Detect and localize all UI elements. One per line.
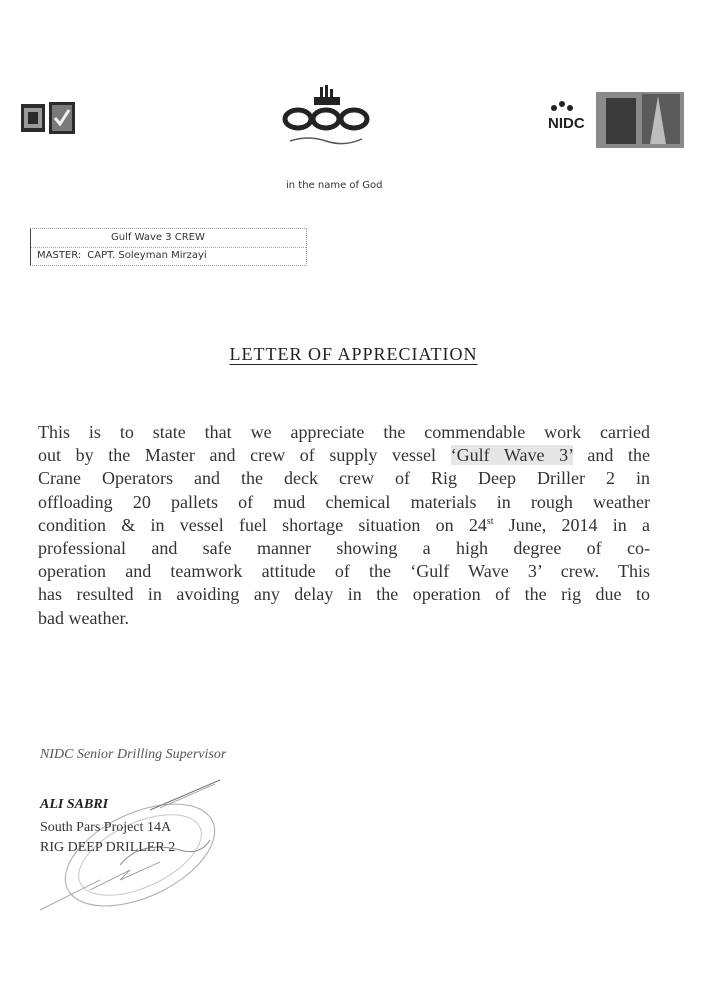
body-line-4: offloading 20 pallets of mud chemical materials in rough weather xyxy=(38,491,650,512)
body-line-3: Crane Operators and the deck crew of Rig Deep Driller 2 in xyxy=(38,468,650,489)
oil-ministry-emblem xyxy=(278,85,374,153)
nidc-logo xyxy=(546,90,686,150)
crew-box-divider xyxy=(31,247,306,248)
body-line-2-end: and the xyxy=(572,445,650,466)
master-label: MASTER: xyxy=(37,250,82,261)
body-line-2-start: out by the Master and crew of supply vessel xyxy=(38,445,451,466)
highlighted-vessel-name: ‘Gulf Wave 3’ xyxy=(450,445,573,466)
crew-box xyxy=(30,228,307,266)
body-line-5-start: condition & in vessel fuel shortage situation on 24 xyxy=(38,514,487,535)
left-certification-logos xyxy=(20,100,76,136)
signatory-project: South Pars Project 14A xyxy=(40,820,172,835)
master-name: CAPT. Soleyman Mirzayi xyxy=(87,250,207,261)
crew-master-row xyxy=(37,250,207,261)
body-line-9: bad weather. xyxy=(38,607,129,628)
signatory-rig: RIG DEEP DRILLER 2 xyxy=(40,840,176,855)
nidc-logo-text: NIDC xyxy=(548,115,585,132)
body-line-5-end: June, 2014 in a xyxy=(493,514,650,535)
crew-title: Gulf Wave 3 CREW xyxy=(111,232,205,243)
body-line-6: professional and safe manner showing a high degree of co- xyxy=(38,538,650,559)
signatory-name: ALI SABRI xyxy=(40,797,109,812)
date-ordinal-suffix: st xyxy=(486,515,494,527)
letter-body xyxy=(38,421,650,630)
letter-title-text: LETTER OF APPRECIATION xyxy=(229,344,478,364)
body-line-8: has resulted in avoiding any delay in the operation of the rig due to xyxy=(38,584,650,605)
body-line-1: This is to state that we appreciate the commendable work carried xyxy=(38,422,650,442)
body-line-7: operation and teamwork attitude of the ‘Gulf Wave 3’ crew. This xyxy=(38,561,650,582)
signatory-role: NIDC Senior Drilling Supervisor xyxy=(40,747,227,762)
body-line-5 xyxy=(38,514,650,537)
letter-title xyxy=(0,344,707,365)
invocation-text: in the name of God xyxy=(286,180,383,191)
body-line-2 xyxy=(38,444,650,467)
